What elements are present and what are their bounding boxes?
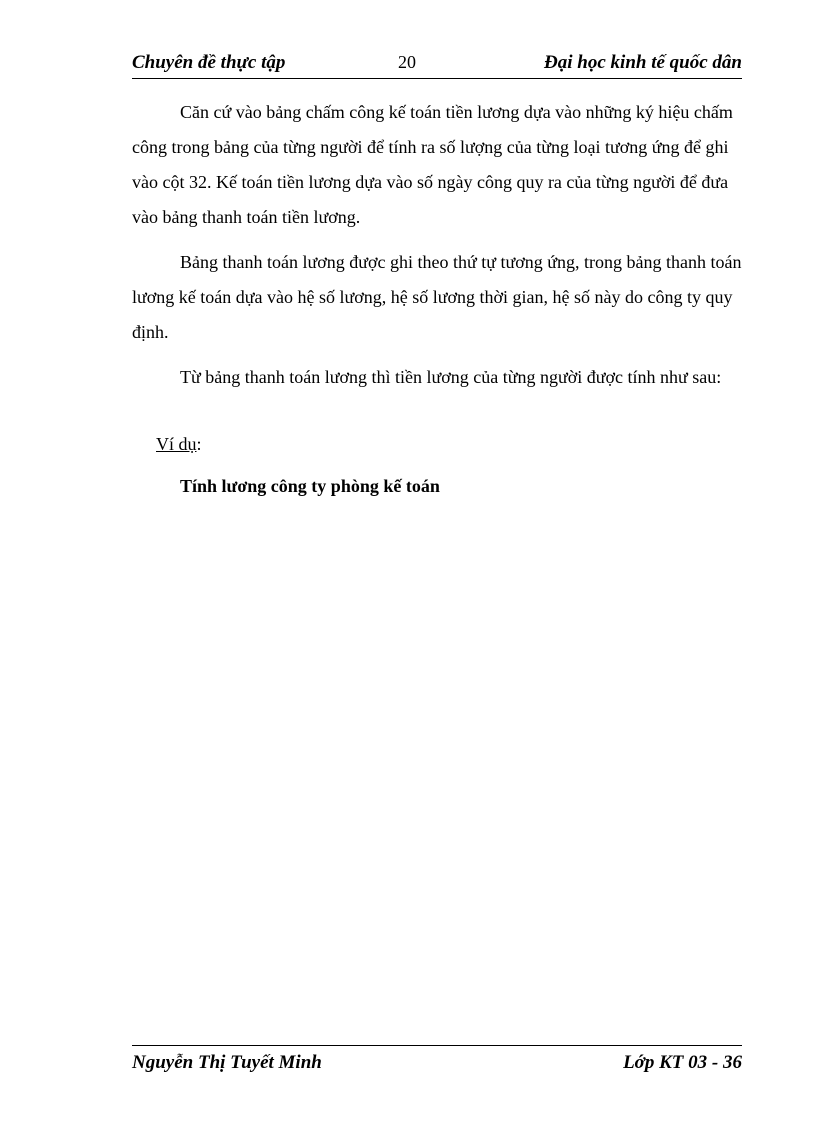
section-subtitle: Tính lương công ty phòng kế toán xyxy=(180,476,440,496)
body-text xyxy=(132,95,742,405)
example-label: Ví dụ xyxy=(156,434,197,454)
example-line xyxy=(156,434,202,455)
paragraph-3: Từ bảng thanh toán lương thì tiền lương của từng người được tính như sau: xyxy=(180,367,722,387)
footer-class: Lớp KT 03 - 36 xyxy=(623,1052,742,1073)
paragraph-2: Bảng thanh toán lương được ghi theo thứ tự tương ứng, trong bảng thanh toán lương kế toán dựa vào hệ số lương, hệ số lương thời gian, hệ số này do công ty quy định. xyxy=(132,252,742,342)
header-title: Chuyên đề thực tập xyxy=(132,52,286,73)
page-header xyxy=(132,50,742,79)
paragraph-1: Căn cứ vào bảng chấm công kế toán tiền lương dựa vào những ký hiệu chấm công trong bảng của từng người để tính ra số lượng của từng loại tương ứng để ghi vào cột 32. Kế toán tiền lương dựa vào số ngày công quy ra của từng người để đưa vào bảng thanh toán tiền lương. xyxy=(132,102,733,227)
example-colon: : xyxy=(196,434,202,454)
page-footer xyxy=(132,1045,742,1073)
header-university: Đại học kinh tế quốc dân xyxy=(544,52,742,73)
page-number: 20 xyxy=(398,52,416,72)
footer-author: Nguyễn Thị Tuyết Minh xyxy=(132,1052,322,1073)
